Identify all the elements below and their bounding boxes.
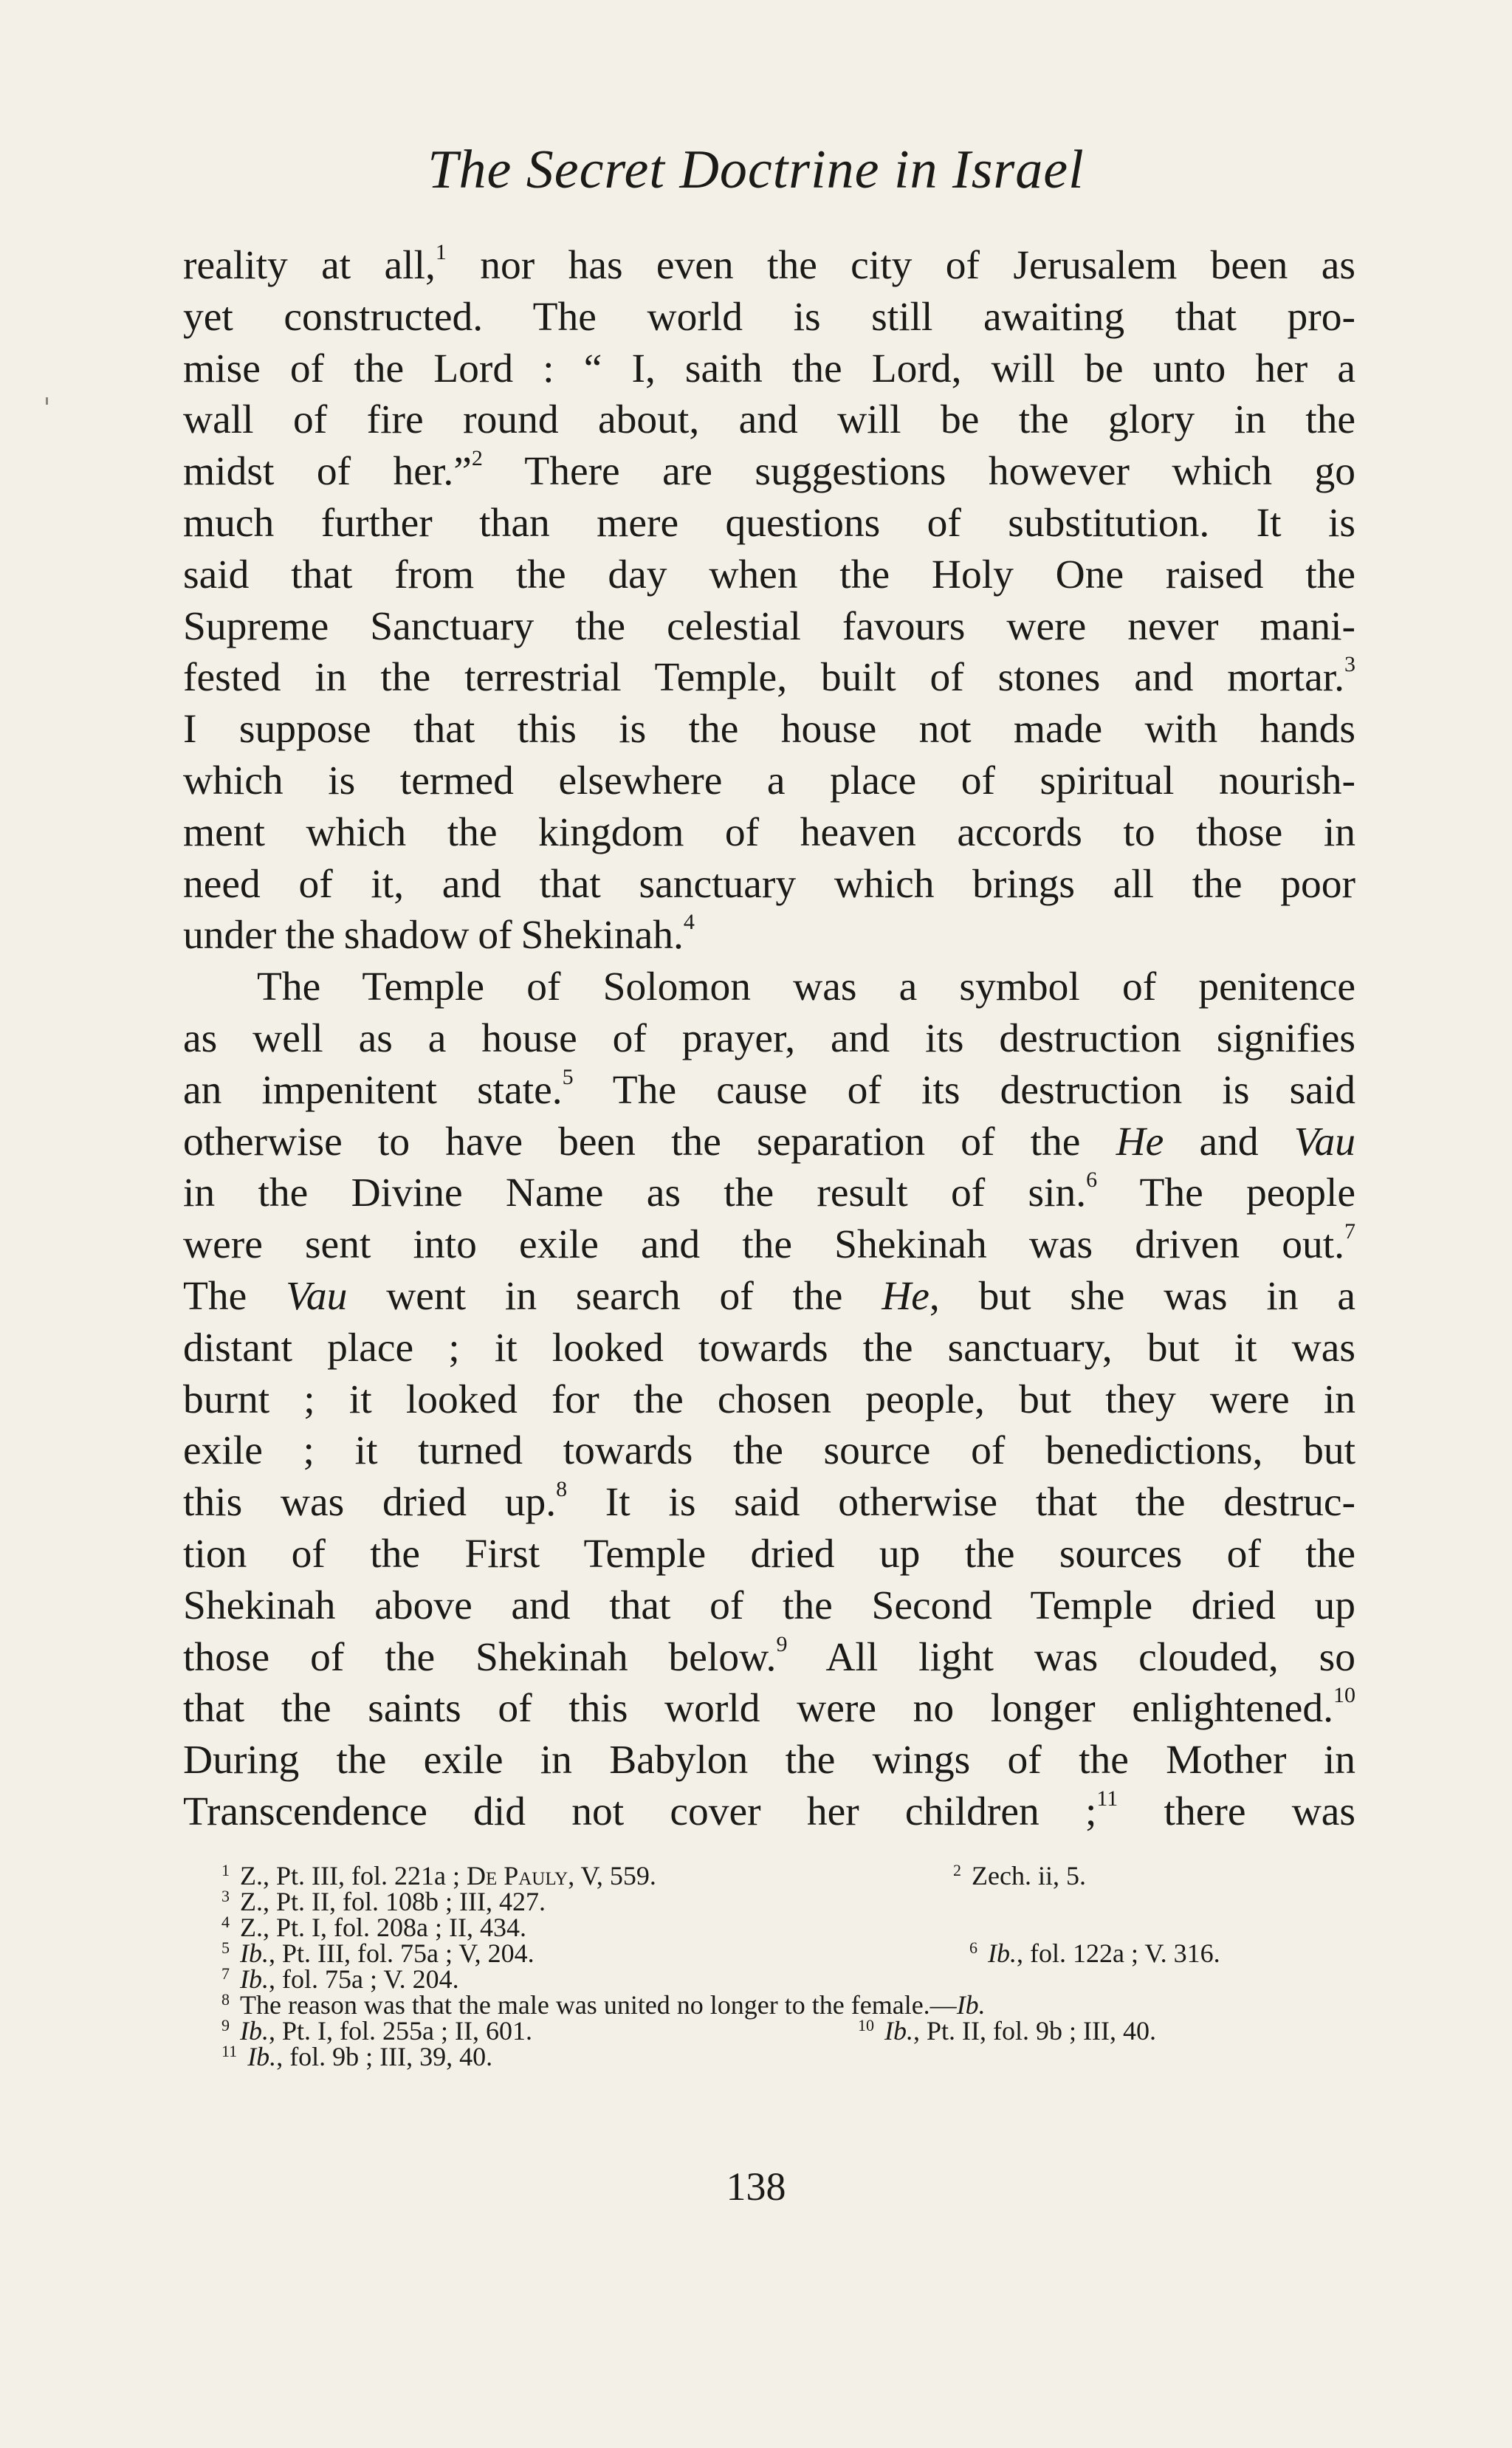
footnote-line <box>221 1915 1358 1941</box>
running-header: The Secret Doctrine in Israel <box>427 140 1085 200</box>
footnote-text: , fol. 9b ; III, 39, 40. <box>276 2042 493 2071</box>
footnote-ref: 11 <box>1096 1786 1118 1811</box>
footnote-right-column <box>953 1863 1086 1889</box>
footnote-number: 7 <box>221 1964 230 1983</box>
footnote-ref: 1 <box>435 240 447 264</box>
footnote-text: , fol. 122a ; V. 316. <box>1017 1938 1220 1968</box>
footnote-ibid: Ib. <box>247 2042 277 2071</box>
footnote-text: Z., Pt. III, fol. 221a ; <box>240 1861 467 1890</box>
text-span: The people <box>1097 1170 1355 1216</box>
footnote-line <box>221 1863 1358 1889</box>
footnote-number: 3 <box>221 1887 230 1905</box>
footnote-line <box>221 2044 1358 2070</box>
text-line: much further than mere questions of substitution. It is <box>183 500 1355 546</box>
footnote-number: 9 <box>221 2016 230 2034</box>
text-span: this was dried up. <box>183 1480 557 1526</box>
footnote-text: , Pt. II, fol. 9b ; III, 40. <box>913 2016 1156 2046</box>
text-line: exile ; it turned towards the source of benedictions, but <box>183 1428 1355 1474</box>
footnote-ibid: Ib. <box>240 2016 269 2046</box>
text-line <box>183 1065 1355 1117</box>
footnote-number: 2 <box>953 1861 961 1879</box>
text-span: an impenitent state. <box>183 1067 563 1113</box>
text-line: During the exile in Babylon the wings of the Mother in <box>183 1738 1355 1783</box>
footnotes <box>221 1863 1358 2070</box>
footnote-number: 4 <box>221 1913 230 1931</box>
footnote-ibid: Ib. <box>240 1964 269 1994</box>
footnote-text: The reason was that the male was united no longer to the female.— <box>240 1990 957 2020</box>
footnote-number: 6 <box>969 1938 977 1957</box>
text-span: , but she was in a <box>929 1273 1355 1319</box>
italic-term: Vau <box>286 1273 348 1319</box>
footnote-ref: 5 <box>562 1064 574 1089</box>
text-span: nor has even the city of Jerusalem been as <box>446 243 1355 288</box>
footnote-number: 11 <box>221 2042 238 2060</box>
footnote-text: , V, 559. <box>568 1861 656 1890</box>
footnote-ref: 4 <box>683 910 695 935</box>
text-line: ment which the kingdom of heaven accords to those in <box>183 809 1355 855</box>
footnote-number: 8 <box>221 1990 230 2009</box>
italic-term: He <box>882 1273 929 1319</box>
text-span: Transcendence did not cover her children ; <box>183 1789 1097 1834</box>
footnote-ibid: Ib. <box>956 1990 986 2020</box>
footnote-number: 5 <box>221 1938 230 1957</box>
footnote-text: Z., Pt. I, fol. 208a ; II, 434. <box>240 1913 526 1942</box>
text-line <box>183 1786 1355 1838</box>
text-span: It is said otherwise that the destruc- <box>567 1480 1355 1526</box>
text-span: and <box>1164 1119 1294 1165</box>
text-span: that the saints of this world were no longer enlightened. <box>183 1686 1333 1732</box>
text-line: mise of the Lord : “ I, saith the Lord, will be unto her a <box>183 346 1355 391</box>
text-line: Shekinah above and that of the Second Temple dried up <box>183 1583 1355 1628</box>
footnote-ref: 8 <box>556 1477 568 1502</box>
footnote-line <box>221 1992 1358 2018</box>
text-span: The <box>183 1273 286 1319</box>
text-span: There are suggestions however which go <box>482 449 1355 495</box>
footnote-line <box>221 1938 1358 1968</box>
footnote-ref: 3 <box>1344 652 1355 677</box>
footnote-ref: 9 <box>776 1631 788 1656</box>
footnote-number: 1 <box>221 1861 230 1879</box>
text-span: in the Divine Name as the result of sin. <box>183 1170 1087 1216</box>
text-line <box>183 1477 1355 1529</box>
text-line <box>183 1219 1355 1271</box>
text-line <box>183 1271 1355 1323</box>
text-span: went in search of the <box>347 1273 882 1319</box>
text-line <box>183 1683 1355 1735</box>
footnote-ibid: Ib. <box>988 1938 1017 1968</box>
footnote-line <box>221 1889 1358 1915</box>
footnote-line <box>221 1964 1358 1994</box>
text-span: those of the Shekinah below. <box>183 1634 777 1680</box>
footnote-number: 10 <box>858 2016 874 2034</box>
text-line: Supreme Sanctuary the celestial favours were never mani- <box>183 603 1355 649</box>
page-number: 138 <box>726 2164 786 2209</box>
text-span: otherwise to have been the separation of the <box>183 1119 1081 1165</box>
footnote-text: Zech. ii, 5. <box>972 1861 1086 1890</box>
text-span: under the shadow of Shekinah. <box>183 913 684 959</box>
footnote-right-column <box>969 1938 1220 1968</box>
text-line: tion of the First Temple dried up the sources of the <box>183 1531 1355 1577</box>
text-span: All light was clouded, so <box>787 1634 1355 1680</box>
footnote-ibid: Ib. <box>884 2016 913 2046</box>
text-line: wall of fire round about, and will be the glory in the <box>183 397 1355 443</box>
text-line: distant place ; it looked towards the sanctuary, but it was <box>183 1325 1355 1371</box>
footnote-right-column <box>858 2018 1156 2044</box>
text-span: fested in the terrestrial Temple, built of stones and mortar. <box>183 655 1344 701</box>
text-line <box>183 1117 1355 1168</box>
text-line: yet constructed. The world is still awaiting that pro- <box>183 294 1355 340</box>
footnote-text: , fol. 75a ; V. 204. <box>269 1964 459 1994</box>
footnote-text: , Pt. III, fol. 75a ; V, 204. <box>269 1938 535 1968</box>
text-line <box>183 652 1355 704</box>
text-span: midst of her.” <box>183 449 472 495</box>
text-line <box>183 1168 1355 1219</box>
footnote-ibid: Ib. <box>240 1938 269 1968</box>
footnote-line <box>221 2018 1358 2044</box>
footnote-text: Z., Pt. II, fol. 108b ; III, 427. <box>240 1887 546 1916</box>
text-line <box>183 240 1355 292</box>
text-line <box>183 1632 1355 1684</box>
scan-speck <box>46 397 48 405</box>
footnote-ref: 7 <box>1344 1219 1355 1244</box>
text-line: which is termed elsewhere a place of spiritual nourish- <box>183 758 1355 803</box>
footnote-ref: 2 <box>471 446 483 471</box>
text-line: as well as a house of prayer, and its destruction signifies <box>183 1015 1355 1061</box>
text-span: there was <box>1118 1789 1356 1834</box>
italic-term: Vau <box>1293 1119 1355 1165</box>
footnote-author: De Pauly <box>466 1861 568 1890</box>
text-line <box>183 910 1355 961</box>
text-line: burnt ; it looked for the chosen people, but they were in <box>183 1376 1355 1422</box>
text-span: were sent into exile and the Shekinah was driven out. <box>183 1222 1344 1268</box>
text-line: I suppose that this is the house not made with hands <box>183 707 1355 752</box>
footnote-ref: 10 <box>1333 1683 1355 1708</box>
text-span: reality at all, <box>183 243 436 288</box>
footnote-ref: 6 <box>1086 1168 1098 1193</box>
text-line <box>183 446 1355 498</box>
italic-term: He <box>1116 1119 1164 1165</box>
paragraph-first-line: The Temple of Solomon was a symbol of penitence <box>257 964 1355 1010</box>
footnote-text: , Pt. I, fol. 255a ; II, 601. <box>269 2016 532 2046</box>
text-line: said that from the day when the Holy One raised the <box>183 552 1355 597</box>
main-text <box>183 240 1355 1838</box>
text-span: The cause of its destruction is said <box>573 1067 1355 1113</box>
text-line: need of it, and that sanctuary which brings all the poor <box>183 861 1355 907</box>
